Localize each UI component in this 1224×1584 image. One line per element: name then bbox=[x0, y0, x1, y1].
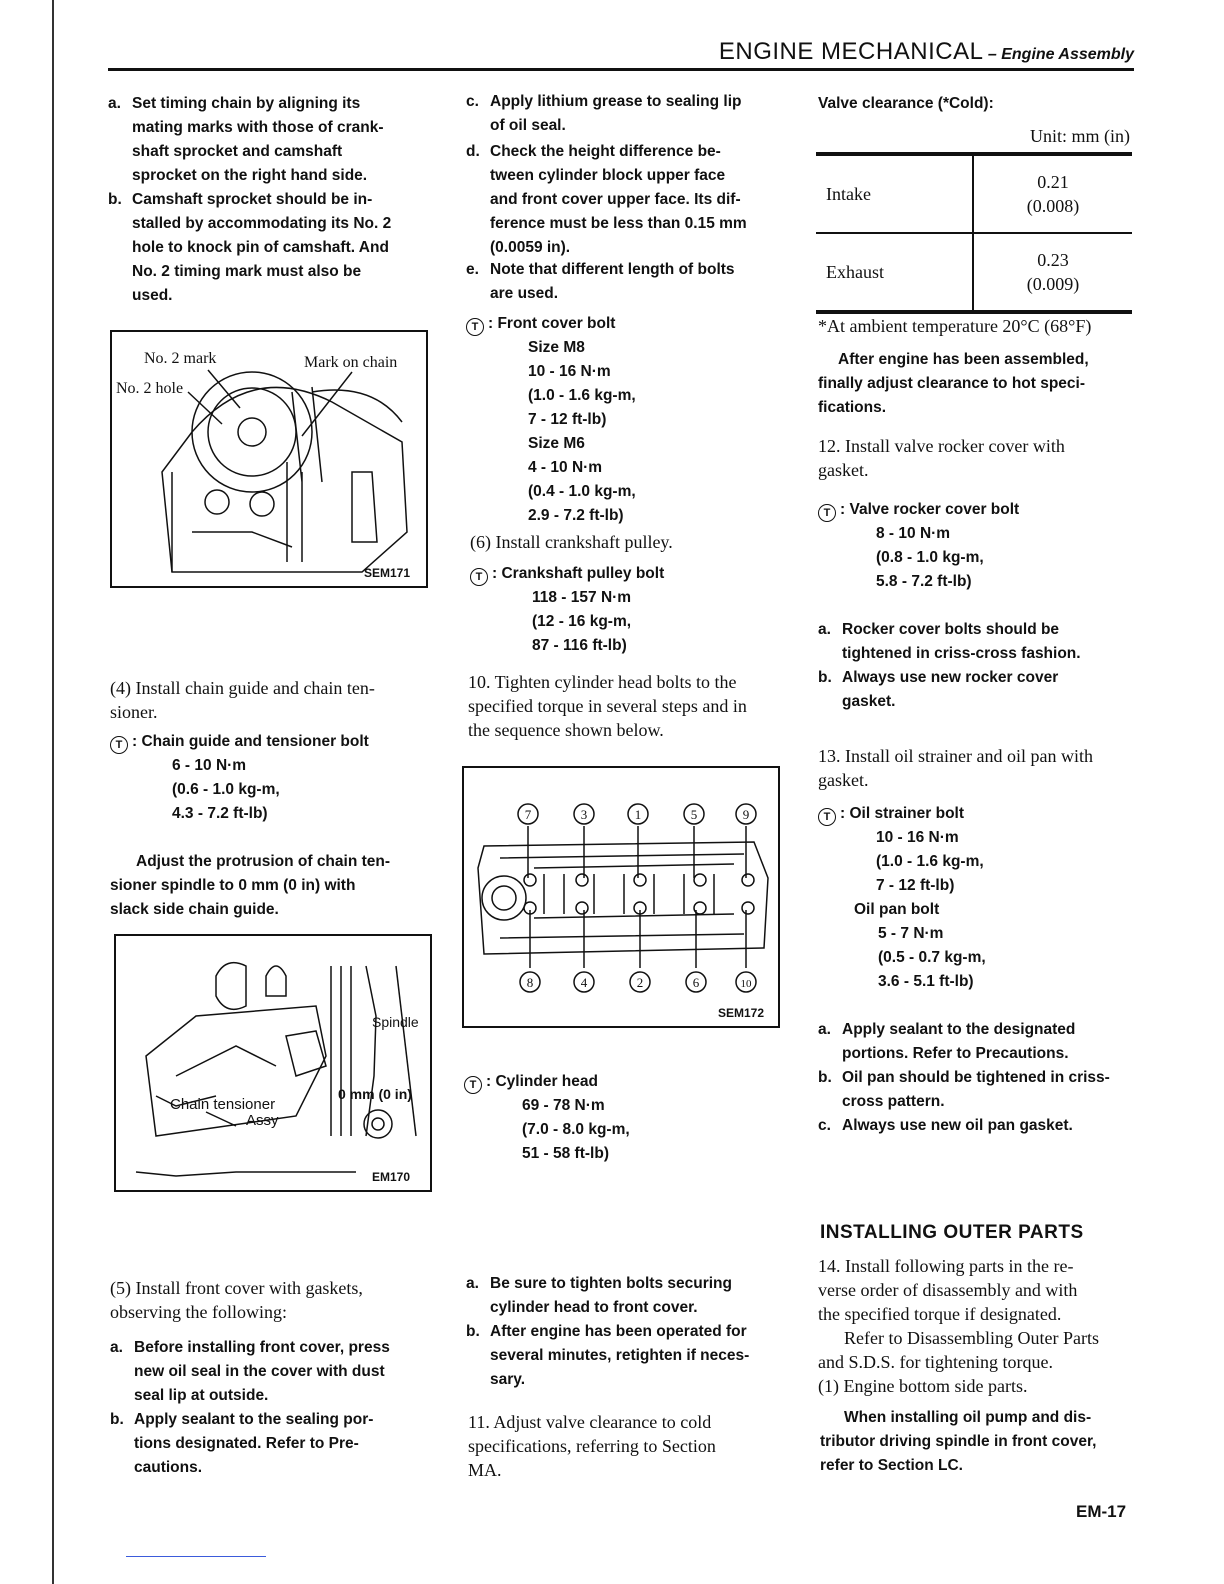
bolt-seq-label: 10 bbox=[740, 978, 752, 990]
text-line: specifications, referring to Section bbox=[468, 1436, 716, 1456]
torque-spec-oil-strainer-pan bbox=[818, 802, 1130, 994]
torque-values bbox=[818, 826, 1130, 898]
text-line: new oil seal in the cover with dust bbox=[134, 1363, 385, 1380]
header-main-title: ENGINE MECHANICAL bbox=[718, 38, 984, 65]
fig-label-zero-mm: 0 mm (0 in) bbox=[338, 1086, 412, 1102]
torque-title: : Chain guide and tensioner bolt bbox=[132, 733, 369, 750]
list-item-d-height-difference bbox=[466, 140, 780, 260]
text-line: and front cover upper face. Its dif- bbox=[490, 191, 741, 208]
item-text bbox=[110, 1336, 426, 1408]
item-label: a. bbox=[110, 1339, 123, 1356]
torque-title: : Cylinder head bbox=[486, 1073, 598, 1090]
text-line: mating marks with those of crank- bbox=[132, 119, 384, 136]
list-item-10a-front-cover-bolts bbox=[466, 1272, 780, 1320]
text-line: 10 - 16 N·m bbox=[876, 829, 959, 846]
item-label: a. bbox=[818, 1021, 831, 1038]
item-label: e. bbox=[466, 261, 479, 278]
torque-values bbox=[464, 1094, 778, 1166]
page-number: EM-17 bbox=[1076, 1502, 1127, 1521]
list-item-5a-oil-seal bbox=[110, 1336, 426, 1408]
list-item-b-camshaft-sprocket bbox=[108, 188, 420, 308]
ambient-temperature-footnote: *At ambient temperature 20°C (68°F) bbox=[818, 316, 1092, 336]
list-item-13a-sealant bbox=[818, 1018, 1130, 1066]
text-line: (5) Install front cover with gaskets, bbox=[110, 1278, 363, 1298]
text-line: Apply sealant to the designated bbox=[842, 1021, 1076, 1038]
bolt-seq-label: 6 bbox=[692, 975, 700, 990]
unit-label: Unit: mm (in) bbox=[1030, 126, 1130, 146]
torque-spec-rocker-cover bbox=[818, 498, 1130, 594]
item-text bbox=[108, 188, 420, 308]
table-row bbox=[816, 233, 1132, 312]
fig-label-assy: Assy bbox=[246, 1112, 279, 1129]
step-10-cylinder-head-bolts bbox=[468, 670, 782, 742]
text-line: gasket. bbox=[818, 460, 869, 480]
item-text bbox=[466, 140, 780, 260]
item-label: a. bbox=[466, 1275, 479, 1292]
text-line: cross pattern. bbox=[842, 1093, 945, 1110]
step-13-oil-pan bbox=[818, 744, 1132, 792]
step-4-chain-guide bbox=[110, 676, 422, 724]
text-line: (12 - 16 kg-m, bbox=[532, 613, 632, 630]
torque-spec-front-cover bbox=[466, 312, 780, 528]
text-line: 5 - 7 N·m bbox=[878, 925, 944, 942]
table-row bbox=[816, 154, 1132, 233]
text-line: 10 - 16 N·m bbox=[528, 363, 611, 380]
text-line: specified torque in several steps and in bbox=[468, 696, 747, 716]
text-line: verse order of disassembly and with bbox=[818, 1280, 1078, 1300]
torque-icon: T bbox=[470, 568, 488, 586]
torque-spec-crankshaft-pulley bbox=[470, 562, 780, 658]
text-line: and S.D.S. for tightening torque. bbox=[818, 1352, 1053, 1372]
text-line: Before installing front cover, press bbox=[134, 1339, 390, 1356]
item-text bbox=[818, 1018, 1130, 1066]
text-line: sioner. bbox=[110, 702, 158, 722]
text-line: (6) Install crankshaft pulley. bbox=[470, 532, 673, 552]
item-text bbox=[818, 1114, 1130, 1138]
text-line: tween cylinder block upper face bbox=[490, 167, 726, 184]
text-line: 7 - 12 ft-lb) bbox=[528, 411, 607, 428]
text-line: MA. bbox=[468, 1460, 502, 1480]
list-item-5b-sealant bbox=[110, 1408, 426, 1480]
fig-label-no2-mark: No. 2 mark bbox=[144, 350, 217, 367]
text-line: Always use new oil pan gasket. bbox=[842, 1117, 1073, 1134]
text-line: (0.4 - 1.0 kg-m, bbox=[528, 483, 636, 500]
step-14-outer-parts bbox=[818, 1254, 1132, 1398]
torque-values bbox=[466, 336, 780, 528]
text-line: Refer to Disassembling Outer Parts bbox=[844, 1328, 1099, 1348]
footer-link-underline bbox=[126, 1556, 266, 1557]
table-cell-name: Exhaust bbox=[816, 233, 973, 312]
text-line: fications. bbox=[818, 399, 887, 416]
step-12-rocker-cover bbox=[818, 434, 1132, 482]
figure-timing-chain-sprocket bbox=[110, 330, 428, 588]
figure-chain-tensioner bbox=[114, 934, 432, 1192]
text-line: 10. Tighten cylinder head bolts to the bbox=[468, 672, 737, 692]
text-line: (0.0059 in). bbox=[490, 239, 571, 256]
text-line: several minutes, retighten if neces- bbox=[490, 1347, 750, 1364]
header-rule bbox=[108, 68, 1134, 71]
text-line: 2.9 - 7.2 ft-lb) bbox=[528, 507, 624, 524]
step-6-crankshaft-pulley bbox=[470, 530, 780, 554]
item-text bbox=[466, 258, 780, 306]
list-item-13b-criss-cross bbox=[818, 1066, 1130, 1114]
table-cell-value bbox=[973, 233, 1132, 312]
valve-clearance-title: Valve clearance (*Cold): bbox=[818, 95, 994, 112]
text-line: 87 - 116 ft-lb) bbox=[532, 637, 627, 654]
text-line: Apply lithium grease to sealing lip bbox=[490, 93, 742, 110]
text-line: (0.5 - 0.7 kg-m, bbox=[878, 949, 986, 966]
section-title-installing-outer-parts: INSTALLING OUTER PARTS bbox=[820, 1222, 1084, 1243]
list-item-c-lithium-grease bbox=[466, 90, 780, 138]
text-line: observing the following: bbox=[110, 1302, 287, 1322]
text-line: (0.8 - 1.0 kg-m, bbox=[876, 549, 984, 566]
text-line: 14. Install following parts in the re- bbox=[818, 1256, 1074, 1276]
fig-label-chain-tensioner: Chain tensioner bbox=[170, 1096, 276, 1113]
text-line: After engine has been operated for bbox=[490, 1323, 747, 1340]
list-item-12a-criss-cross bbox=[818, 618, 1130, 666]
list-item-a-timing-chain bbox=[108, 92, 420, 188]
text-line: Size M6 bbox=[528, 435, 585, 452]
torque-icon: T bbox=[818, 808, 836, 826]
item-text bbox=[108, 92, 420, 188]
item-text bbox=[818, 1066, 1130, 1114]
item-label: a. bbox=[108, 95, 121, 112]
text-line: tightened in criss-cross fashion. bbox=[842, 645, 1081, 662]
bolt-seq-label: 7 bbox=[524, 807, 532, 822]
text-line: 4.3 - 7.2 ft-lb) bbox=[172, 805, 268, 822]
text-line: cylinder head to front cover. bbox=[490, 1299, 698, 1316]
text-line: 3.6 - 5.1 ft-lb) bbox=[878, 973, 974, 990]
text-line: the sequence shown below. bbox=[468, 720, 664, 740]
text-line: sprocket on the right hand side. bbox=[132, 167, 368, 184]
item-label: c. bbox=[818, 1117, 831, 1134]
step-11-valve-clearance bbox=[468, 1410, 782, 1482]
item-text bbox=[818, 666, 1130, 714]
text-line: 6 - 10 N·m bbox=[172, 757, 247, 774]
text-line: 4 - 10 N·m bbox=[528, 459, 603, 476]
item-label: b. bbox=[818, 1069, 832, 1086]
valve-clearance-table bbox=[816, 152, 1132, 314]
torque-title: : Crankshaft pulley bolt bbox=[492, 565, 665, 582]
after-assembly-note bbox=[818, 348, 1130, 420]
oil-pump-note bbox=[820, 1406, 1132, 1478]
torque-values bbox=[818, 522, 1130, 594]
value-in: (0.009) bbox=[1026, 274, 1080, 294]
item-text bbox=[466, 1320, 780, 1392]
torque-title: : Front cover bolt bbox=[488, 315, 616, 332]
text-line: Apply sealant to the sealing por- bbox=[134, 1411, 374, 1428]
text-line: (0.6 - 1.0 kg-m, bbox=[172, 781, 280, 798]
torque-icon: T bbox=[464, 1076, 482, 1094]
item-label: b. bbox=[818, 669, 832, 686]
text-line: 12. Install valve rocker cover with bbox=[818, 436, 1065, 456]
torque-spec-cylinder-head bbox=[464, 1070, 778, 1166]
figure-caption: SEM172 bbox=[718, 1006, 765, 1020]
text-line: (1) Engine bottom side parts. bbox=[818, 1376, 1028, 1396]
torque-title: : Valve rocker cover bolt bbox=[840, 501, 1020, 518]
text-line: 51 - 58 ft-lb) bbox=[522, 1145, 609, 1162]
bolt-seq-label: 5 bbox=[690, 807, 698, 822]
item-label: b. bbox=[108, 191, 122, 208]
text-line: slack side chain guide. bbox=[110, 901, 279, 918]
bolt-seq-label: 2 bbox=[636, 975, 644, 990]
item-text bbox=[466, 1272, 780, 1320]
bolt-seq-label: 9 bbox=[742, 807, 750, 822]
text-line: (1.0 - 1.6 kg-m, bbox=[528, 387, 636, 404]
torque-values bbox=[470, 586, 780, 658]
torque-spec-chain-guide bbox=[110, 730, 422, 826]
text-line: gasket. bbox=[818, 770, 869, 790]
text-line: stalled by accommodating its No. 2 bbox=[132, 215, 392, 232]
text-line: Check the height difference be- bbox=[490, 143, 721, 160]
text-line: (7.0 - 8.0 kg-m, bbox=[522, 1121, 630, 1138]
text-line: When installing oil pump and dis- bbox=[844, 1409, 1092, 1426]
list-item-e-bolt-lengths bbox=[466, 258, 780, 306]
value-in: (0.008) bbox=[1026, 196, 1080, 216]
figure-caption: EM170 bbox=[372, 1170, 411, 1184]
text-line: Be sure to tighten bolts securing bbox=[490, 1275, 732, 1292]
text-line: 13. Install oil strainer and oil pan with bbox=[818, 746, 1093, 766]
text-line: 8 - 10 N·m bbox=[876, 525, 951, 542]
text-line: are used. bbox=[490, 285, 559, 302]
torque-values bbox=[110, 754, 422, 826]
text-line: Always use new rocker cover bbox=[842, 669, 1059, 686]
item-label: d. bbox=[466, 143, 480, 160]
text-line: tions designated. Refer to Pre- bbox=[134, 1435, 359, 1452]
text-line: 7 - 12 ft-lb) bbox=[876, 877, 955, 894]
torque-title: : Oil strainer bolt bbox=[840, 805, 965, 822]
text-line: gasket. bbox=[842, 693, 896, 710]
fig-label-spindle: Spindle bbox=[372, 1014, 419, 1030]
torque-icon: T bbox=[466, 318, 484, 336]
figure-caption: SEM171 bbox=[364, 566, 411, 580]
text-line: Adjust the protrusion of chain ten- bbox=[136, 853, 391, 870]
text-line: Size M8 bbox=[528, 339, 585, 356]
item-label: a. bbox=[818, 621, 831, 638]
item-label: c. bbox=[466, 93, 479, 110]
bolt-seq-label: 8 bbox=[526, 975, 534, 990]
figure-cylinder-head-bolt-sequence bbox=[462, 766, 780, 1028]
text-line: the specified torque if designated. bbox=[818, 1304, 1062, 1324]
text-line: refer to Section LC. bbox=[820, 1457, 963, 1474]
table-cell-name: Intake bbox=[816, 154, 973, 233]
item-label: b. bbox=[110, 1411, 124, 1428]
text-line: 11. Adjust valve clearance to cold bbox=[468, 1412, 712, 1432]
text-line: (1.0 - 1.6 kg-m, bbox=[876, 853, 984, 870]
list-item-10b-retighten bbox=[466, 1320, 780, 1392]
fig-label-no2-hole: No. 2 hole bbox=[116, 380, 184, 397]
item-text bbox=[110, 1408, 426, 1480]
item-text bbox=[818, 618, 1130, 666]
text-line: shaft sprocket and camshaft bbox=[132, 143, 343, 160]
oil-pan-bolt-title: Oil pan bolt bbox=[854, 901, 940, 918]
text-line: hole to knock pin of camshaft. And bbox=[132, 239, 389, 256]
list-item-12b-new-gasket bbox=[818, 666, 1130, 714]
step-5-front-cover bbox=[110, 1276, 428, 1324]
text-line: seal lip at outside. bbox=[134, 1387, 269, 1404]
text-line: Rocker cover bolts should be bbox=[842, 621, 1060, 638]
adjust-tensioner-note bbox=[110, 850, 422, 922]
text-line: 118 - 157 N·m bbox=[532, 589, 632, 606]
torque-icon: T bbox=[818, 504, 836, 522]
value-mm: 0.21 bbox=[1037, 172, 1069, 192]
text-line: Camshaft sprocket should be in- bbox=[132, 191, 373, 208]
text-line: (4) Install chain guide and chain ten- bbox=[110, 678, 375, 698]
text-line: finally adjust clearance to hot speci- bbox=[818, 375, 1086, 392]
text-line: 69 - 78 N·m bbox=[522, 1097, 605, 1114]
value-mm: 0.23 bbox=[1037, 250, 1069, 270]
left-margin-rule bbox=[52, 0, 54, 1584]
table-cell-value bbox=[973, 154, 1132, 233]
text-line: tributor driving spindle in front cover, bbox=[820, 1433, 1097, 1450]
text-line: portions. Refer to Precautions. bbox=[842, 1045, 1069, 1062]
text-line: 5.8 - 7.2 ft-lb) bbox=[876, 573, 972, 590]
text-line: Set timing chain by aligning its bbox=[132, 95, 361, 112]
bolt-seq-label: 1 bbox=[634, 807, 642, 822]
text-line: ference must be less than 0.15 mm bbox=[490, 215, 747, 232]
item-text bbox=[466, 90, 780, 138]
text-line: of oil seal. bbox=[490, 117, 566, 134]
text-line: used. bbox=[132, 287, 173, 304]
torque-values bbox=[818, 922, 1130, 994]
text-line: sioner spindle to 0 mm (0 in) with bbox=[110, 877, 356, 894]
torque-icon: T bbox=[110, 736, 128, 754]
text-line: Note that different length of bolts bbox=[490, 261, 735, 278]
cylinder-head-illustration bbox=[464, 768, 778, 1026]
text-line: sary. bbox=[490, 1371, 526, 1388]
chain-tensioner-illustration bbox=[116, 936, 430, 1190]
text-line: Oil pan should be tightened in criss- bbox=[842, 1069, 1110, 1086]
bolt-seq-label: 3 bbox=[580, 807, 588, 822]
text-line: No. 2 timing mark must also be bbox=[132, 263, 362, 280]
page-header bbox=[108, 38, 1134, 72]
item-label: b. bbox=[466, 1323, 480, 1340]
header-title bbox=[719, 38, 1134, 66]
header-subtitle: – Engine Assembly bbox=[987, 46, 1134, 63]
text-line: After engine has been assembled, bbox=[838, 351, 1089, 368]
text-line: cautions. bbox=[134, 1459, 203, 1476]
fig-label-mark-on-chain: Mark on chain bbox=[304, 354, 398, 371]
list-item-13c-new-gasket bbox=[818, 1114, 1130, 1138]
bolt-seq-label: 4 bbox=[580, 975, 588, 990]
